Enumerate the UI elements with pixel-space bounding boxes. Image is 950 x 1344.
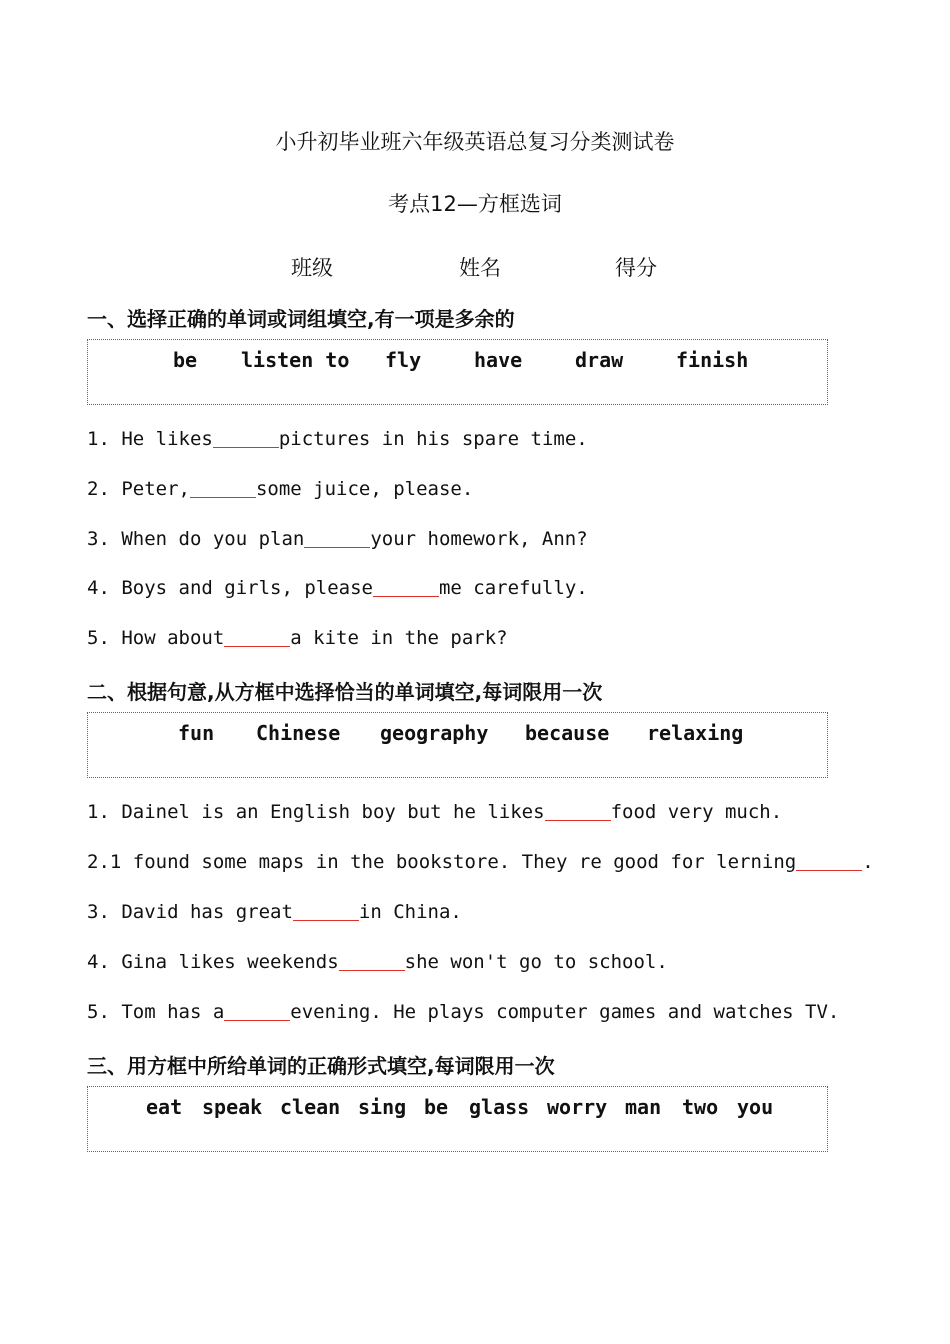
- word-box-item: worry: [547, 1095, 608, 1119]
- answer-blank[interactable]: [224, 1002, 290, 1021]
- word-box-item: finish: [676, 348, 749, 372]
- answer-blank[interactable]: [339, 952, 405, 971]
- section-1-heading: 一、选择正确的单词或词组填空,有一项是多余的: [87, 307, 515, 331]
- question-line: [87, 1001, 839, 1023]
- question-text: a kite in the park?: [290, 627, 508, 649]
- question-text: pictures in his spare time.: [278, 428, 588, 450]
- question-line: [87, 851, 874, 873]
- section-1-word-box: [87, 339, 828, 405]
- question-text: 5. Tom has a: [87, 1001, 225, 1023]
- question-line: [87, 801, 782, 823]
- answer-blank[interactable]: [796, 852, 862, 871]
- answer-blank[interactable]: [545, 802, 611, 821]
- question-text: in China.: [358, 901, 462, 923]
- page-title: 小升初毕业班六年级英语总复习分类测试卷: [275, 130, 675, 154]
- word-box-item: speak: [202, 1095, 263, 1119]
- question-text: 1. He likes: [87, 428, 213, 450]
- question-line: [87, 478, 473, 500]
- question-text: 3. David has great: [87, 901, 293, 923]
- question-text: food very much.: [610, 801, 783, 823]
- word-box-item: geography: [380, 721, 489, 745]
- word-box-item: eat: [146, 1095, 183, 1119]
- answer-blank[interactable]: [373, 578, 439, 597]
- word-box-item: clean: [280, 1095, 341, 1119]
- question-line: [87, 428, 588, 450]
- question-line: [87, 577, 588, 599]
- name-label: 姓名: [459, 256, 501, 280]
- word-box-item: you: [737, 1095, 774, 1119]
- question-text: 4. Gina likes weekends: [87, 951, 339, 973]
- word-box-item: man: [625, 1095, 662, 1119]
- word-box-item: glass: [469, 1095, 530, 1119]
- page-subtitle: 考点12—方框选词: [388, 192, 562, 216]
- answer-blank[interactable]: [304, 529, 370, 548]
- question-text: 5. How about: [87, 627, 225, 649]
- word-box-item: fly: [385, 348, 422, 372]
- question-text: 4. Boys and girls, please: [87, 577, 373, 599]
- word-box-item: two: [682, 1095, 719, 1119]
- class-label: 班级: [291, 256, 333, 280]
- word-box-item: because: [525, 721, 610, 745]
- word-box-item: Chinese: [256, 721, 341, 745]
- word-box-item: listen to: [241, 348, 350, 372]
- question-text: evening. He plays computer games and watches TV.: [290, 1001, 840, 1023]
- section-2-heading: 二、根据句意,从方框中选择恰当的单词填空,每词限用一次: [87, 680, 603, 704]
- score-label: 得分: [615, 256, 657, 280]
- answer-blank[interactable]: [224, 628, 290, 647]
- question-text: 1. Dainel is an English boy but he likes: [87, 801, 545, 823]
- question-line: [87, 901, 462, 923]
- question-text: 2. Peter,: [87, 478, 190, 500]
- answer-blank[interactable]: [293, 902, 359, 921]
- section-2-word-box: [87, 712, 828, 778]
- question-line: [87, 528, 588, 550]
- question-text: 2.1 found some maps in the bookstore. They re good for lerning: [87, 851, 797, 873]
- question-text: me carefully.: [438, 577, 588, 599]
- question-line: [87, 951, 668, 973]
- question-text: 3. When do you plan: [87, 528, 305, 550]
- word-box-item: sing: [358, 1095, 407, 1119]
- question-line: [87, 627, 508, 649]
- answer-blank[interactable]: [213, 429, 279, 448]
- section-3-heading: 三、用方框中所给单词的正确形式填空,每词限用一次: [87, 1054, 555, 1078]
- question-text: your homework, Ann?: [370, 528, 588, 550]
- question-text: .: [862, 851, 874, 873]
- word-box-item: fun: [178, 721, 215, 745]
- word-box-item: relaxing: [647, 721, 744, 745]
- word-box-item: be: [173, 348, 198, 372]
- section-3-word-box: [87, 1086, 828, 1152]
- word-box-item: have: [474, 348, 523, 372]
- question-text: some juice, please.: [255, 478, 474, 500]
- word-box-item: be: [424, 1095, 449, 1119]
- answer-blank[interactable]: [190, 479, 256, 498]
- word-box-item: draw: [575, 348, 624, 372]
- question-text: she won't go to school.: [404, 951, 668, 973]
